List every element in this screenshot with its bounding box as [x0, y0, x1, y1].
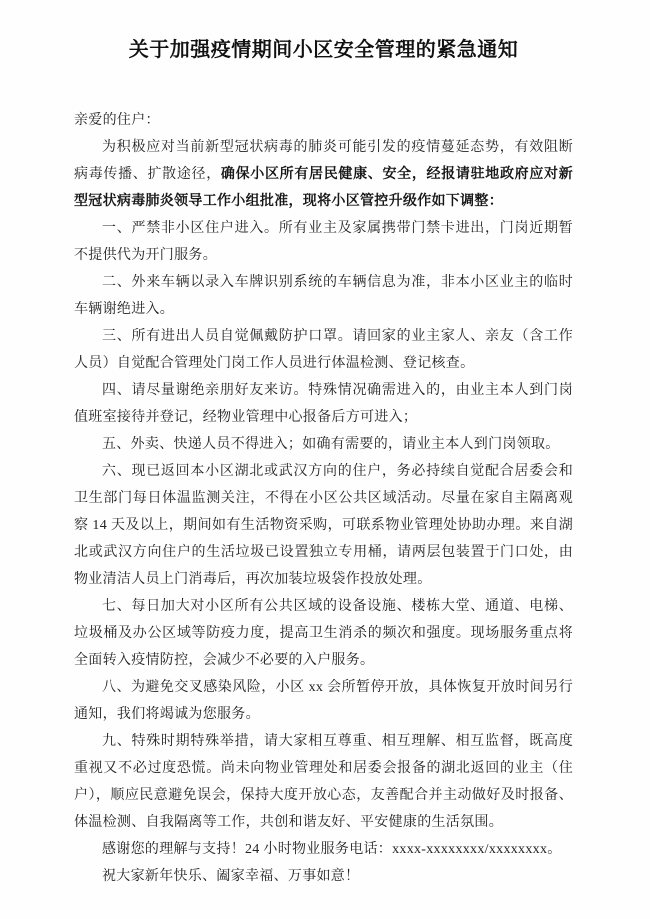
- notice-item-3: 三、所有进出人员自觉佩戴防护口罩。请回家的业主家人、亲友（含工作人员）自觉配合管理处门岗工作人员进行体温检测、登记核查。: [74, 329, 573, 371]
- closing-thanks-line: 感谢您的理解与支持！24 小时物业服务电话：xxxx-xxxxxxxx/xxxxxxxx。: [102, 842, 562, 857]
- notice-item-6: 六、现已返回本小区湖北或武汉方向的住户，务必持续自觉配合居委会和卫生部门每日体温监测关注，不得在小区公共区域活动。尽量在家自主隔离观察 14 天及以上，期间如有生活物资采购，可联系物业管理处协助办理。来自湖北或武汉方向住户的生活垃圾已设置独立专用桶，请两层包装置于门口处，由物业清洁人员上门消毒后，再次加装垃圾袋作投放处理。: [74, 464, 573, 587]
- notice-item-1: 一、严禁非小区住户进入。所有业主及家属携带门禁卡进出，门岗近期暂不提供代为开门服务。: [74, 221, 573, 263]
- notice-item-9: 九、特殊时期特殊举措，请大家相互尊重、相互理解、相互监督，既高度重视又不必过度恐慌。尚未向物业管理处和居委会报备的湖北返回的业主（住户），顺应民意避免误会，保持大度开放心态，友善配合并主动做好及时报备、体温检测、自我隔离等工作，共创和谐友好、平安健康的生活氛围。: [74, 734, 573, 830]
- notice-item-7: 七、每日加大对小区所有公共区域的设备设施、楼栋大堂、通道、电梯、垃圾桶及办公区域等防疫力度，提高卫生消杀的频次和强度。现场服务重点将全面转入疫情防控，会减少不必要的入户服务。: [74, 599, 573, 668]
- notice-title: 关于加强疫情期间小区安全管理的紧急通知: [128, 39, 519, 61]
- notice-item-8: 八、为避免交叉感染风险，小区 xx 会所暂停开放，具体恢复开放时间另行通知，我们将竭诚为您服务。: [74, 680, 573, 722]
- intro-text-normal: 为积极应对当前新型冠状病毒的肺炎可能引发的疫情蔓延态势，有效阻断病毒传播、扩散途径，: [74, 140, 573, 182]
- intro-text-bold: 确保小区所有居民健康、安全，经报请驻地政府应对新型冠状病毒肺炎领导工作小组批准，现将小区管控升级作如下调整：: [74, 167, 574, 209]
- notice-item-5: 五、外卖、快递人员不得进入；如确有需要的，请业主本人到门岗领取。: [102, 437, 560, 452]
- notice-item-2: 二、外来车辆以录入车牌识别系统的车辆信息为准，非本小区业主的临时车辆谢绝进入。: [74, 275, 573, 317]
- intro-paragraph: [74, 134, 573, 215]
- closing-wishes-line: 祝大家新年快乐、阖家幸福、万事如意！: [102, 869, 360, 884]
- salutation-line: 亲爱的住户：: [74, 113, 160, 128]
- notice-item-4: 四、请尽量谢绝亲朋好友来访。特殊情况确需进入的，由业主本人到门岗值班室接待并登记，经物业管理中心报备后方可进入；: [74, 383, 573, 425]
